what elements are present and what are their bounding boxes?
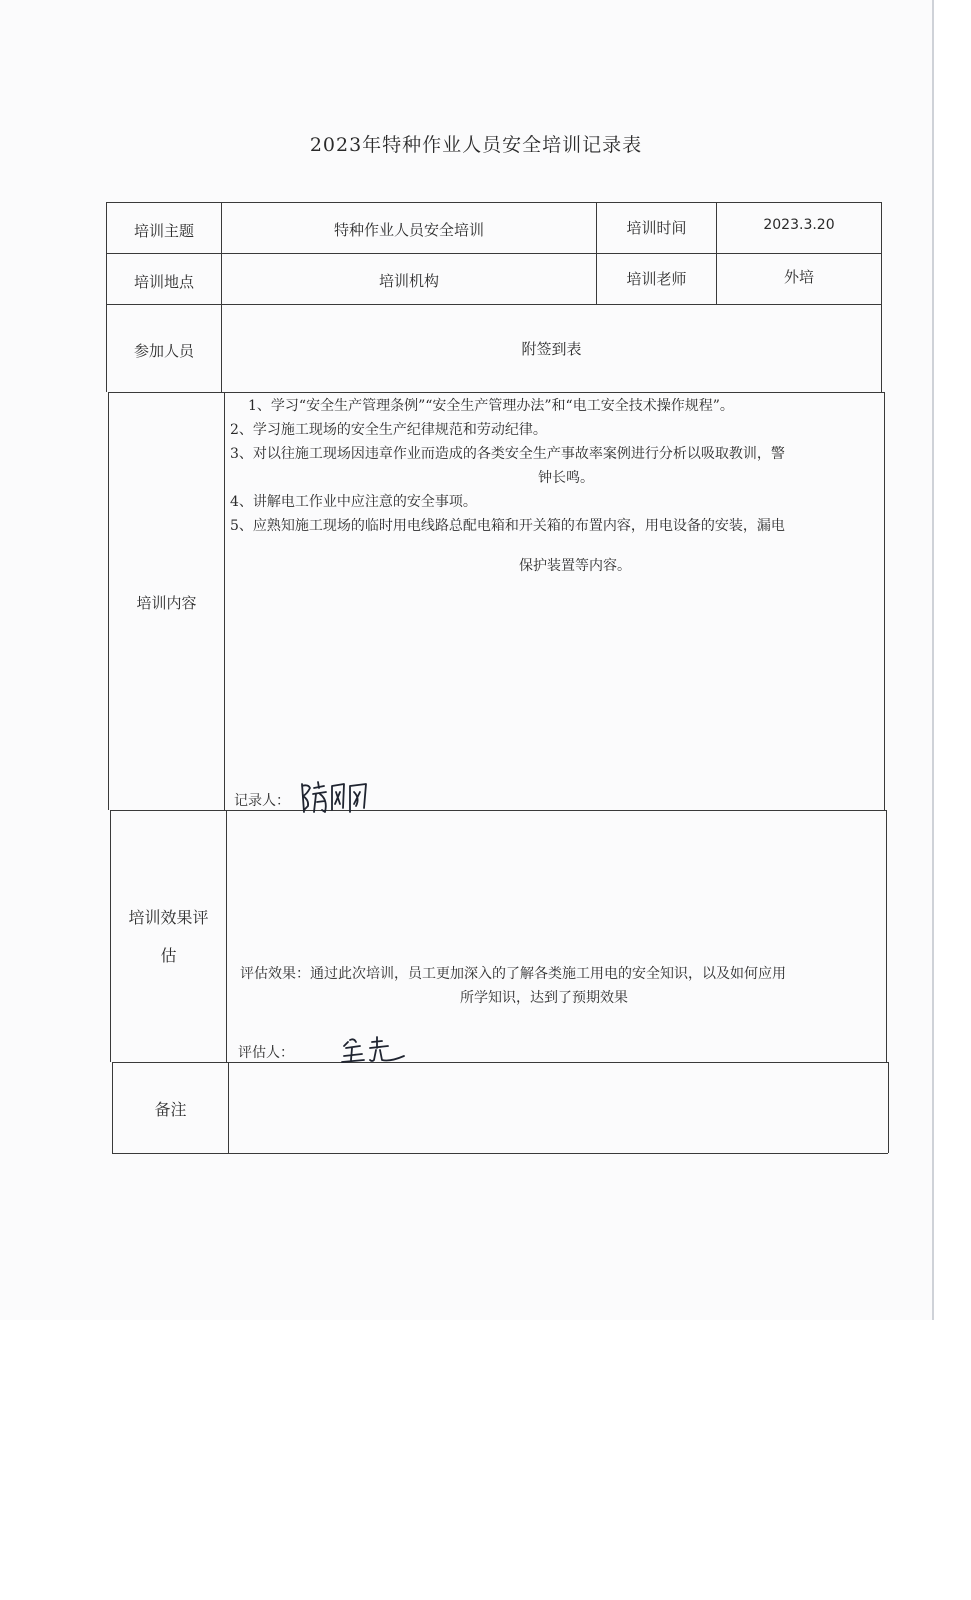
evaluation-text: [240, 962, 885, 1010]
recorder-label: 记录人：: [234, 793, 290, 809]
teacher-label: 培训老师: [626, 269, 687, 288]
content-label: 培训内容: [136, 593, 197, 612]
table-line: [886, 810, 887, 1062]
time-label: 培训时间: [626, 218, 687, 237]
table-line: [888, 1062, 889, 1153]
document-title: 2023年特种作业人员安全培训记录表: [309, 134, 643, 156]
evaluator-signature: [338, 1034, 410, 1066]
content-item-1: 1、学习“安全生产管理条例”“安全生产管理办法”和“电工安全技术操作规程”。: [248, 398, 734, 414]
table-line: [224, 392, 225, 810]
participants-label: 参加人员: [133, 341, 194, 360]
evaluator-label: 评估人：: [238, 1045, 294, 1061]
topic-label: 培训主题: [133, 221, 194, 240]
evaluation-text-line2: 所学知识，达到了预期效果: [460, 990, 628, 1006]
participants-value: 附签到表: [521, 339, 582, 358]
content-item-3-continued: 钟长鸣。: [538, 470, 594, 486]
location-value: 培训机构: [378, 271, 439, 290]
table-line: [884, 392, 885, 810]
content-item-5-continued: 保护装置等内容。: [519, 558, 631, 574]
recorder-signature: [298, 776, 378, 818]
location-label: 培训地点: [133, 272, 194, 291]
content-item-5: 5、应熟知施工现场的临时用电线路总配电箱和开关箱的布置内容，用电设备的安装，漏电: [230, 518, 785, 534]
table-line: [881, 202, 882, 392]
remarks-label: 备注: [154, 1099, 187, 1119]
teacher-value: 外培: [783, 267, 814, 286]
content-list: [230, 394, 880, 578]
evaluation-label-line2: 估: [160, 946, 177, 965]
evaluation-label-line1: 培训效果评: [128, 908, 209, 927]
remarks-value: [229, 1063, 888, 1153]
content-item-3: 3、对以往施工现场因违章作业而造成的各类安全生产事故率案例进行分析以吸取教训，警: [230, 446, 785, 462]
content-item-2: 2、学习施工现场的安全生产纪律规范和劳动纪律。: [230, 422, 547, 438]
content-item-4: 4、讲解电工作业中应注意的安全事项。: [230, 494, 477, 510]
table-line: [226, 810, 227, 1062]
evaluation-text-line1: 评估效果：通过此次培训，员工更加深入的了解各类施工用电的安全知识，以及如何应用: [240, 966, 786, 982]
topic-value: 特种作业人员安全培训: [333, 220, 484, 239]
evaluation-label: [111, 811, 226, 1063]
table-line: [112, 1153, 888, 1154]
time-value: 2023.3.20: [763, 217, 835, 233]
